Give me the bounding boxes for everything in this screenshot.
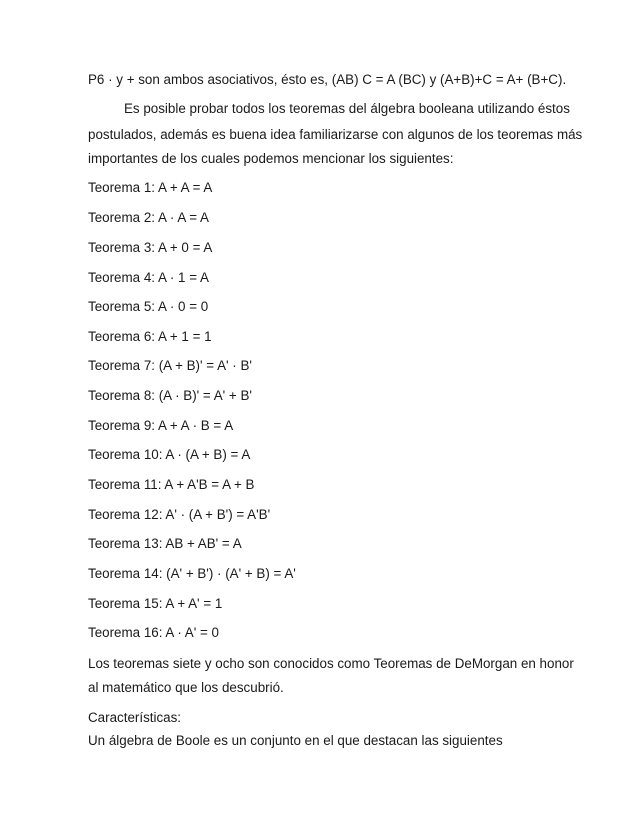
theorem-line: Teorema 12: A' · (A + B') = A'B'	[88, 507, 271, 522]
paragraph-line: al matemático que los descubrió.	[88, 680, 284, 695]
theorem-line: Teorema 4: A · 1 = A	[88, 270, 209, 285]
theorem-line: Teorema 16: A · A' = 0	[88, 625, 219, 640]
theorem-line: Teorema 9: A + A · B = A	[88, 418, 234, 433]
theorem-line: Teorema 1: A + A = A	[88, 180, 213, 195]
paragraph-line: Un álgebra de Boole es un conjunto en el que destacan las siguientes	[88, 733, 503, 748]
theorem-line: Teorema 5: A · 0 = 0	[88, 299, 209, 314]
theorem-line: Teorema 15: A + A' = 1	[88, 596, 223, 611]
theorem-line: Teorema 7: (A + B)' = A' · B'	[88, 358, 252, 373]
paragraph-line: Los teoremas siete y ocho son conocidos como Teoremas de DeMorgan en honor	[88, 656, 574, 671]
section-heading: Características:	[88, 710, 182, 725]
theorem-line: Teorema 14: (A' + B') · (A' + B) = A'	[88, 566, 296, 581]
theorem-line: Teorema 13: AB + AB' = A	[88, 536, 242, 551]
theorem-line: Teorema 11: A + A'B = A + B	[88, 477, 255, 492]
theorem-line: Teorema 3: A + 0 = A	[88, 240, 213, 255]
paragraph-line: importantes de los cuales podemos mencionar los siguientes:	[88, 151, 454, 166]
theorem-line: Teorema 10: A · (A + B) = A	[88, 447, 251, 462]
postulate-p6-line: P6 · y + son ambos asociativos, ésto es, (AB) C = A (BC) y (A+B)+C = A+ (B+C).	[88, 72, 567, 87]
paragraph-line: Es posible probar todos los teoremas del álgebra booleana utilizando éstos	[124, 101, 570, 116]
theorem-line: Teorema 8: (A · B)' = A' + B'	[88, 388, 252, 403]
theorem-line: Teorema 6: A + 1 = 1	[88, 329, 212, 344]
paragraph-line: postulados, además es buena idea familiarizarse con algunos de los teoremas más	[88, 127, 583, 142]
theorem-line: Teorema 2: A · A = A	[88, 210, 209, 225]
